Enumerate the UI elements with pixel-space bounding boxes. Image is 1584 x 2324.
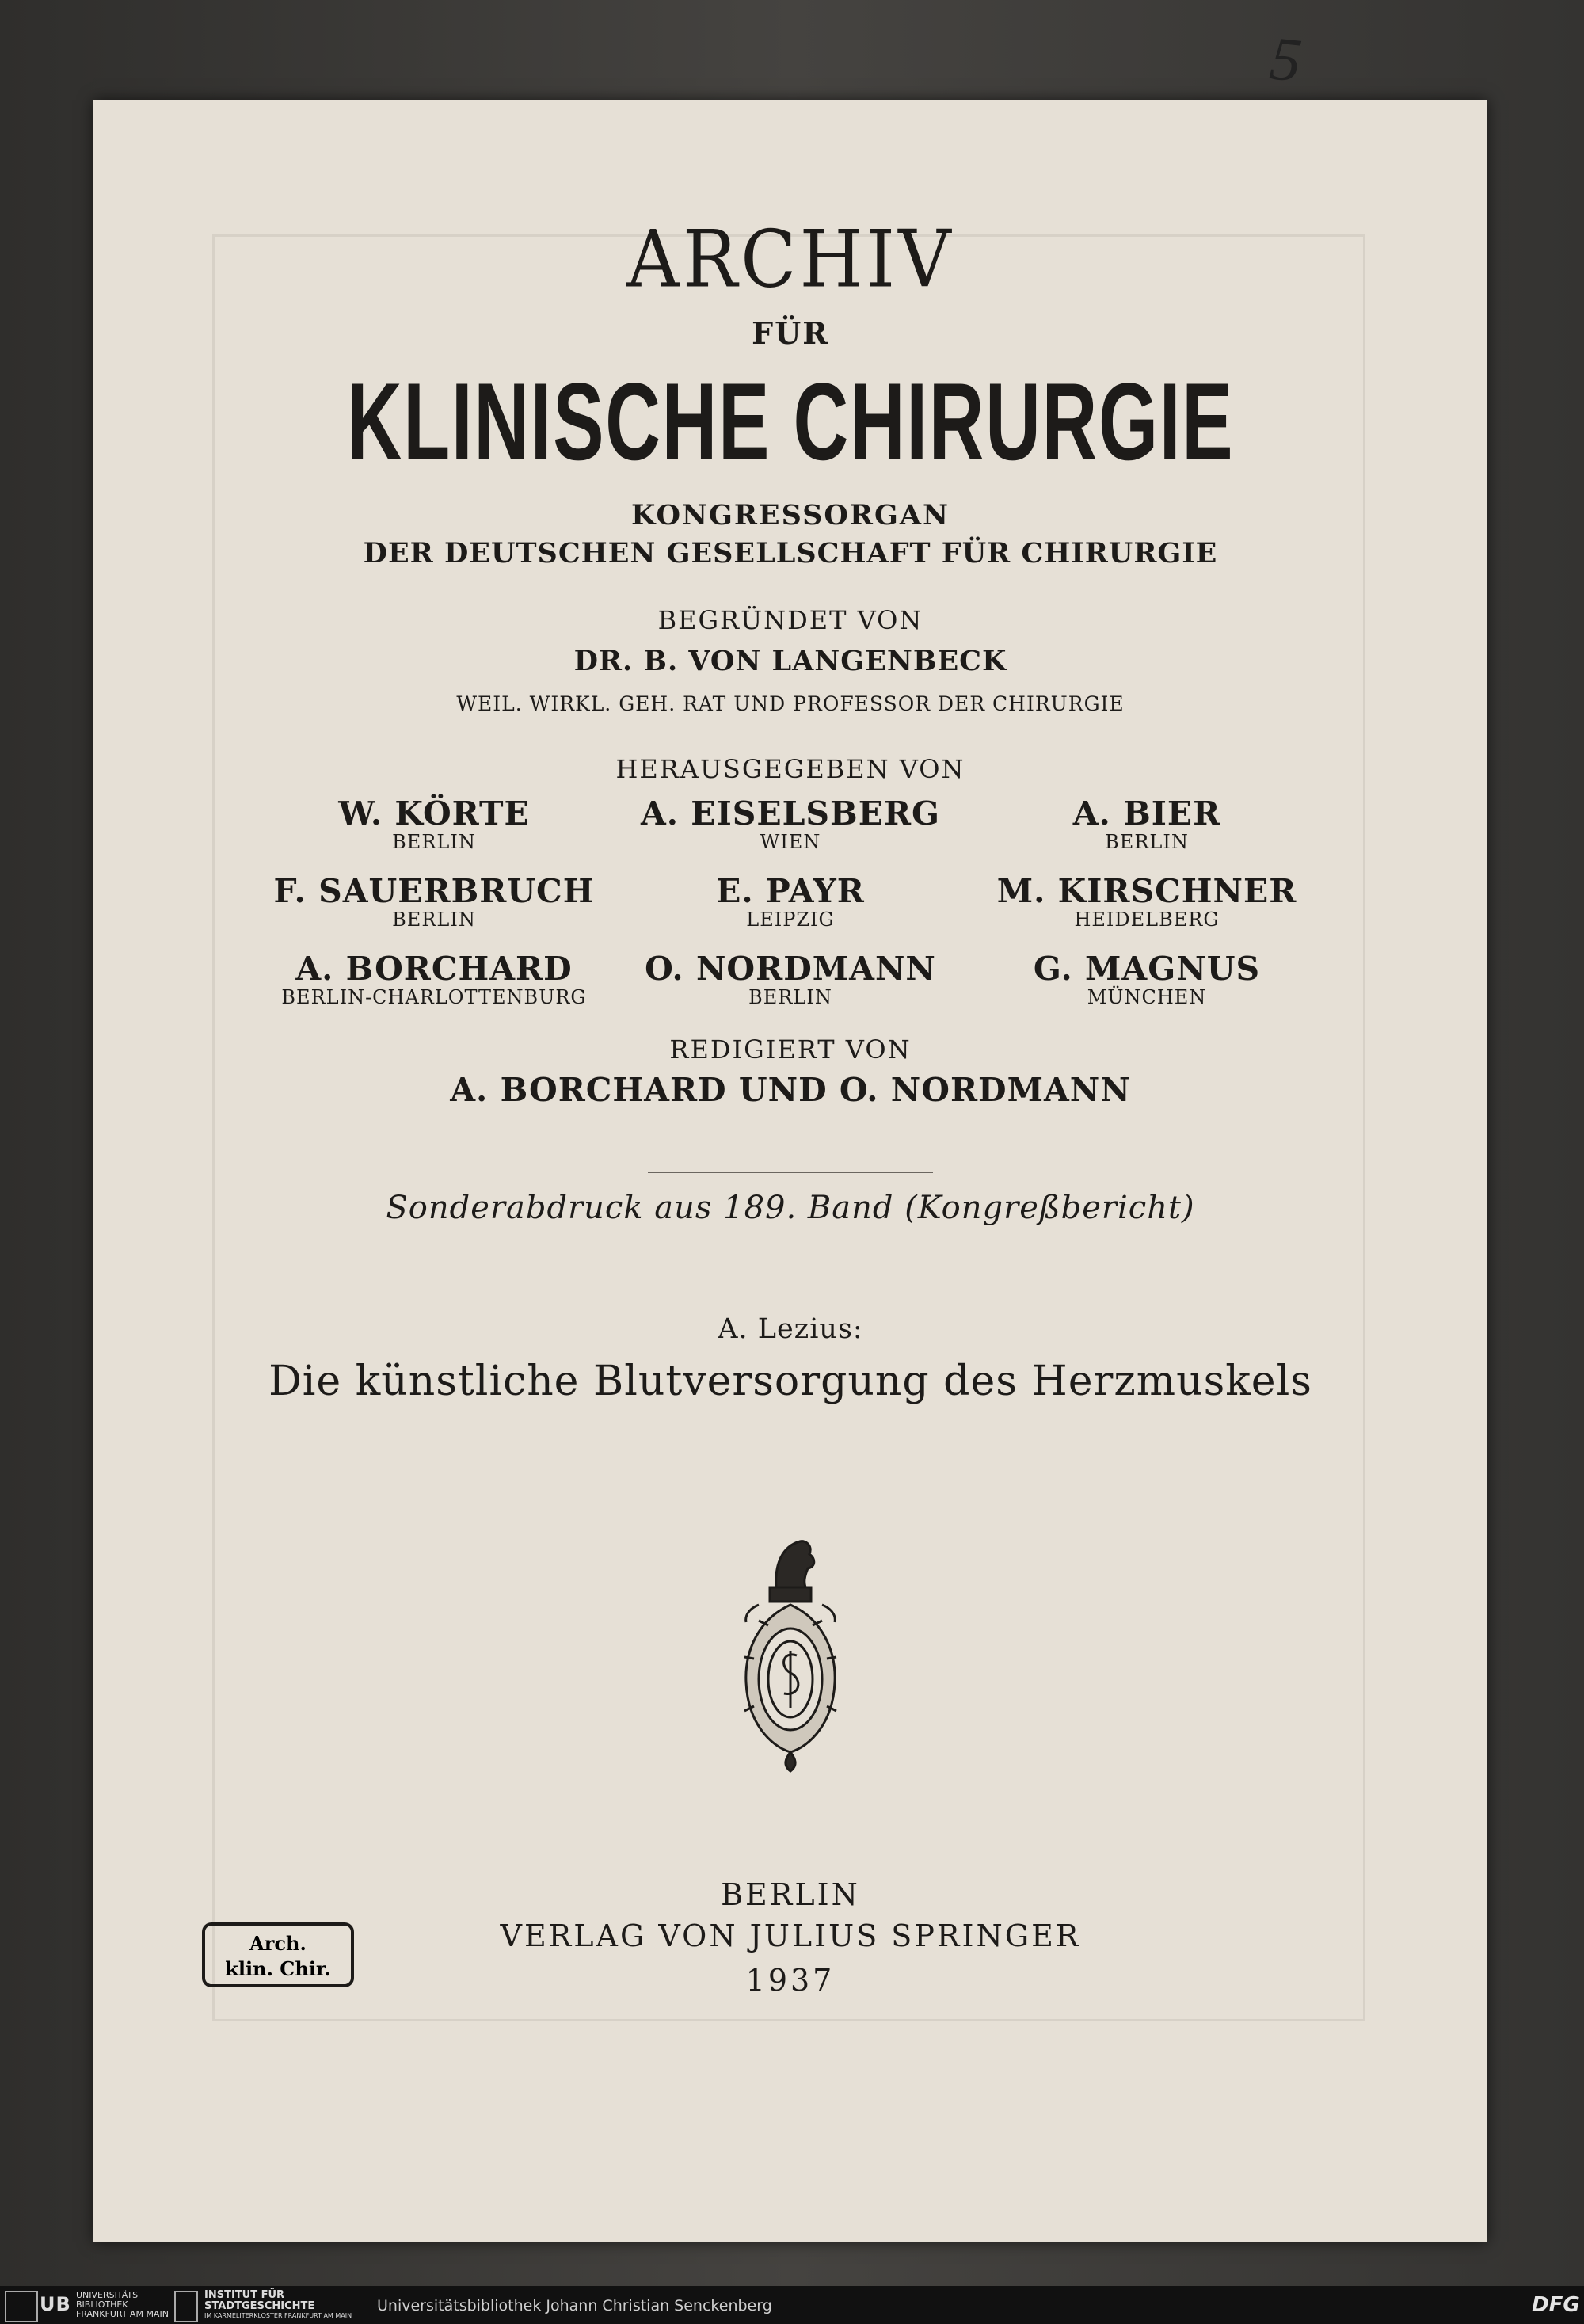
kongress-line-1: KONGRESSORGAN (630, 499, 950, 531)
publisher-city: BERLIN (721, 1877, 860, 1912)
editor-entry (909, 951, 1384, 1008)
editor-entry (909, 873, 1384, 930)
editor-place: LEIPZIG (746, 909, 835, 931)
stamp-line-1: Arch. (249, 1932, 307, 1955)
founder-name: DR. B. VON LANGENBECK (573, 645, 1007, 677)
dfg-logo: DFG (1532, 2293, 1580, 2317)
isg-title-line: INSTITUT FÜR (204, 2289, 285, 2301)
publication-year: 1937 (745, 1963, 836, 1998)
ub-logo-label: UB (40, 2293, 71, 2315)
divider-rule (648, 1172, 933, 1173)
journal-main-title: KLINISCHE CHIRURGIE (346, 360, 1235, 484)
editor-place: HEIDELBERG (1074, 909, 1220, 931)
isg-title-line: STADTGESCHICHTE (204, 2300, 315, 2312)
editor-name: G. MAGNUS (1033, 950, 1261, 988)
founder-title: WEIL. WIRKL. GEH. RAT UND PROFESSOR DER CHIRURGIE (456, 692, 1125, 715)
editor-place: BERLIN-CHARLOTTENBURG (281, 986, 587, 1008)
isg-logo-subtitle: IM KARMELITERKLOSTER FRANKFURT AM MAIN (204, 2312, 352, 2319)
library-credit: Universitätsbibliothek Johann Christian Senckenberg (377, 2297, 772, 2314)
abbreviation-stamp (202, 1922, 354, 1987)
isg-logo-title (204, 2290, 314, 2312)
editor-entry (909, 795, 1384, 852)
offprint-note: Sonderabdruck aus 189. Band (Kongreßbericht) (386, 1190, 1195, 1226)
editor-name: F. SAUERBRUCH (273, 872, 595, 910)
ub-sub-line: FRANKFURT AM MAIN (76, 2309, 169, 2319)
journal-title-fuer: FÜR (752, 315, 829, 351)
editor-name: E. PAYR (716, 872, 865, 910)
editor-name: W. KÖRTE (338, 794, 530, 832)
editor-name: M. KIRSCHNER (996, 872, 1297, 910)
editor-name: A. EISELSBERG (640, 794, 941, 832)
ub-sub-line: BIBLIOTHEK (76, 2299, 128, 2310)
editor-name: A. BIER (1072, 794, 1221, 832)
editor-place: MÜNCHEN (1087, 986, 1207, 1008)
editor-place: BERLIN (1105, 831, 1189, 853)
ub-sub-line: UNIVERSITÄTS (76, 2290, 139, 2300)
article-author: A. Lezius: (718, 1313, 863, 1345)
editor-place: BERLIN (392, 909, 476, 931)
title-page (93, 100, 1487, 2242)
editor-place: WIEN (760, 831, 821, 853)
kongress-line-2: DER DEUTSCHEN GESELLSCHAFT FÜR CHIRURGIE (363, 537, 1218, 570)
editor-place: BERLIN (392, 831, 476, 853)
folio-number: 5 (1266, 23, 1305, 95)
digitization-footer (0, 2286, 1584, 2324)
stamp-line-2: klin. Chir. (225, 1957, 331, 1980)
editor-name: A. BORCHARD (295, 950, 573, 988)
article-title: Die künstliche Blutversorgung des Herzmuskels (268, 1358, 1312, 1405)
publisher-name: VERLAG VON JULIUS SPRINGER (500, 1918, 1081, 1953)
journal-title-archiv: ARCHIV (626, 213, 954, 306)
isg-logo-icon (174, 2291, 198, 2322)
redaction-names: A. BORCHARD UND O. NORDMANN (450, 1071, 1131, 1109)
ub-logo-icon (5, 2291, 38, 2322)
springer-knight-emblem-icon (727, 1532, 854, 1777)
editor-name: O. NORDMANN (645, 950, 936, 988)
redacted-by-label: REDIGIERT VON (669, 1034, 912, 1065)
founded-by-label: BEGRÜNDET VON (657, 605, 923, 635)
editor-place: BERLIN (748, 986, 832, 1008)
editors-label: HERAUSGEGEBEN VON (615, 754, 965, 784)
ub-logo-subtitle (76, 2291, 169, 2319)
